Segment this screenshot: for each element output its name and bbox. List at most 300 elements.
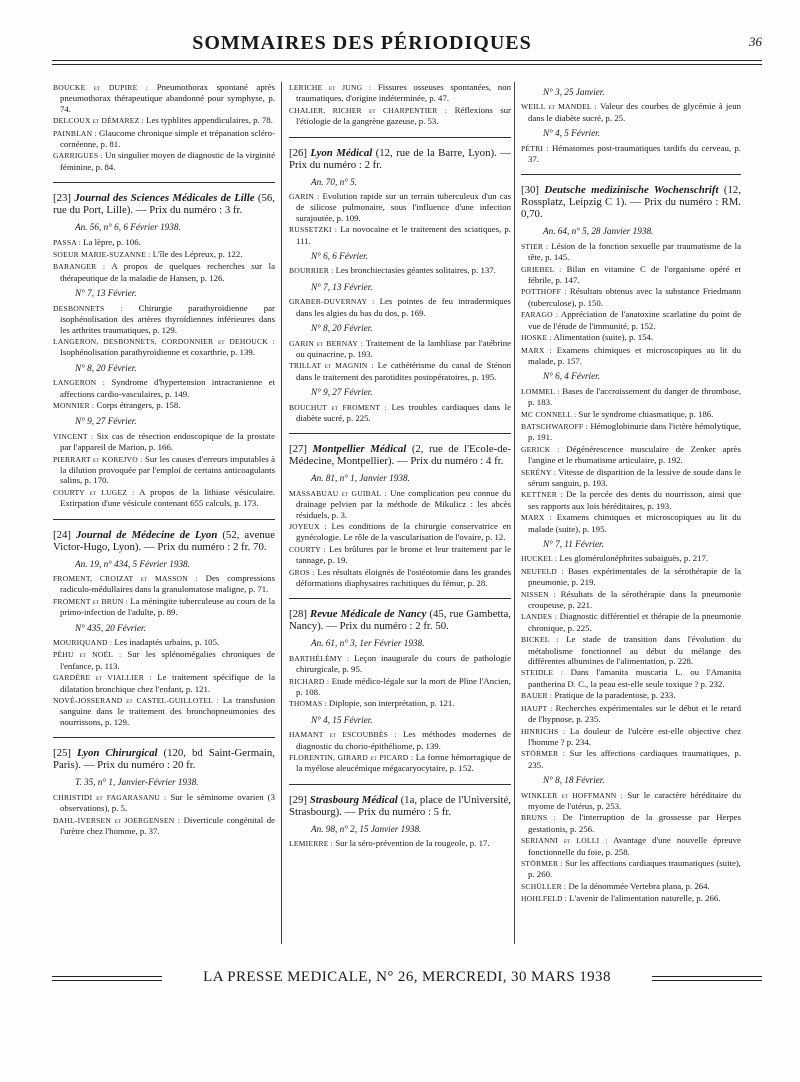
journal-name: Journal de Médecine de Lyon: [76, 528, 218, 541]
issue-label: An. 61, n° 3, 1er Février 1938.: [311, 638, 425, 649]
article-authors: BICKEL :: [521, 635, 559, 645]
article-entry: [53, 792, 275, 814]
article-authors: BRUNS :: [521, 813, 556, 823]
article-authors: GARIN :: [289, 192, 320, 202]
footer-text: LA PRESSE MEDICALE, N° 26, MERCREDI, 30 MARS 1938: [203, 969, 611, 985]
article-entry: [521, 634, 741, 666]
article-title: Les conditions de la chirurgie conservatrice en gynécologie. Le rôle de la vascularisation de l'ovaire, p. 12.: [296, 520, 512, 543]
article-title: La méningite tuberculeuse au cours de la primo-infection de l'adulte, p. 89.: [60, 595, 275, 618]
article-title: La douleur de l'ulcère est-elle objective chez l'homme ? p. 234.: [528, 725, 741, 747]
article-authors: MASSABUAU et GUIBAL :: [289, 488, 387, 498]
issue-label: N° 8, 18 Février.: [543, 775, 605, 786]
article-title: Les bronchiectasies géantes solitaires, p. 137.: [335, 265, 496, 276]
article-authors: DAHL-IVERSEN et JOERGENSEN :: [53, 815, 181, 825]
article-entry: [521, 332, 741, 343]
article-title: Le traitement spécifique de la dilatation bronchique chez l'enfant, p. 121.: [60, 672, 275, 694]
journal-name: Deutsche medizinische Wochenschrift: [544, 184, 719, 197]
article-title: Appréciation de l'anatoxine scarlatine du point de vue de l'étude de l'immunité, p. 152.: [528, 309, 741, 331]
issue-label: N° 6, 6 Février.: [311, 251, 369, 262]
footer-rule: [652, 980, 762, 981]
article-entry: [289, 653, 511, 675]
article-title: Traitement de la lambliase par l'atébrine ou quinacrine, p. 193.: [296, 337, 512, 359]
article-title: Leçon inaugurale du cours de pathologie chirurgicale, p. 95.: [296, 652, 512, 675]
article-title: Le stade de transition dans l'évolution du métabolisme fonctionnel au début du mélange des différentes albumines de l'alimentation, p. 228.: [528, 634, 741, 667]
article-title: Les résultats éloignés de l'ostéotomie dans les grandes déformations diaphysaires rachitiques du fémur, p. 28.: [296, 566, 511, 588]
article-entry: [289, 105, 511, 127]
article-authors: STÖRMER :: [521, 749, 566, 759]
article-authors: PÉTRI :: [521, 143, 549, 153]
article-title: Un singulier moyen de diagnostic de la virginité féminine, p. 84.: [60, 150, 275, 172]
article-entry: [53, 249, 275, 260]
article-entry: [53, 637, 275, 648]
article-title: Les brûlures par le brome et leur traitement par le tannage, p. 19.: [296, 543, 512, 566]
article-authors: LANGERON :: [53, 378, 106, 388]
article-title: La transfusion sanguine dans le traitement des bronchopneumonies des nourrissons, p. 129.: [60, 695, 276, 727]
entry-list: [289, 82, 511, 127]
issue-label: T. 35, n° 1, Janvier-Février 1938.: [75, 777, 199, 788]
issue-label: N° 9, 27 Février.: [75, 416, 137, 427]
article-title: Isophénolisation parathyroïdienne et coxarthrie, p. 139.: [60, 347, 255, 358]
article-authors: NISSEN :: [521, 589, 556, 599]
article-authors: LERICHE et JUNG :: [289, 83, 372, 92]
journal-heading: [289, 794, 511, 818]
article-entry: [53, 115, 275, 126]
article-title: Chirurgie parathyroïdienne par isophénolisation des artères thyroïdiennes inférieures dans les arthrites traumatiques, p. 129.: [60, 302, 275, 335]
article-title: Examens chimiques et microscopiques au lit du malade (suite), p. 195.: [528, 512, 742, 534]
article-entry: [521, 589, 741, 611]
article-entry: [53, 261, 275, 283]
separator: [53, 519, 275, 520]
article-entry: [521, 858, 741, 880]
article-title: Sur les splénomégalies chroniques de l'enfance, p. 113.: [60, 649, 275, 671]
article-title: Dégénérescence musculaire de Zenker après l'angine et le rhumatisme articulaire, p. 192.: [528, 443, 742, 466]
journal-section: [289, 443, 511, 588]
article-authors: FROMENT, CROIZAT et MASSON :: [53, 574, 198, 583]
journal-heading: [53, 529, 275, 553]
article-entry: [521, 421, 741, 443]
entry-list: [53, 82, 275, 172]
journal-heading: [289, 147, 511, 171]
article-entry: [521, 241, 741, 263]
article-entry: [521, 309, 741, 331]
issue-label: N° 8, 20 Février.: [311, 323, 373, 334]
article-title: Pneumothorax spontané après pneumothorax thérapeutique abandonné pour symphyse, p. 74.: [60, 82, 275, 114]
article-entry: [521, 143, 741, 165]
issue-label: N° 6, 4 Février.: [543, 371, 601, 382]
issue-list: [521, 87, 741, 164]
article-authors: DELCOUX et DÉMAREZ :: [53, 116, 144, 126]
journal-number: [28]: [289, 608, 307, 621]
journal-info: (2, rue de l'Ecole-de-Médecine, Montpellier). — Prix du numéro : 4 fr.: [289, 443, 512, 468]
article-authors: SOEUR MARIE-SUZANNE :: [53, 250, 151, 260]
journal-section: [53, 529, 275, 728]
article-authors: MOURIQUAND :: [53, 638, 113, 648]
article-title: Sur les causes d'erreurs imputables à la dilution provoquée par l'emploi de certains anticoagulants salins, p. 170.: [60, 453, 275, 486]
article-authors: GROS :: [289, 567, 315, 577]
article-title: Dans l'amanita muscaria L. ou l'Amanita pantherina D. C., la peau est-elle seule toxique ? p. 232.: [528, 667, 741, 689]
article-authors: HINRICHS :: [521, 726, 566, 736]
article-entry: [521, 264, 741, 286]
journal-info: (45, rue Gambetta, Nancy). — Prix du numéro : 2 fr. 50.: [289, 608, 511, 633]
article-entry: [53, 400, 275, 411]
issue-label: N° 4, 5 Février.: [543, 128, 601, 139]
article-entry: [521, 893, 741, 904]
article-entry: [53, 454, 275, 486]
article-entry: [521, 835, 741, 857]
article-title: Sur la séro-prévention de la rougeole, p. 17.: [335, 838, 490, 849]
journal-section: [53, 192, 275, 508]
journal-section: [289, 794, 511, 850]
article-title: Diverticule congénital de l'urètre chez l'homme, p. 37.: [60, 814, 275, 836]
article-entry: [521, 667, 741, 689]
journal-number: [24]: [53, 528, 71, 541]
article-entry: [521, 409, 741, 420]
article-authors: CHALIER, RICHER et CHARPENTIER :: [289, 105, 448, 115]
column-divider: [281, 82, 282, 944]
footer-rule: [652, 976, 762, 977]
article-authors: HAMANT et ESCOUBBÈS :: [289, 730, 397, 740]
journal-heading: [521, 184, 741, 220]
article-entry: [521, 690, 741, 701]
issue-label: N° 7, 11 Février.: [543, 539, 604, 549]
journal-info: (1a, place de l'Université, Strasbourg). — Prix du numéro : 5 fr.: [289, 793, 512, 818]
journal-section: [521, 184, 741, 904]
article-entry: [521, 444, 741, 466]
article-title: Lésion de la fonction sexuelle par traumatisme de la tête, p. 145.: [528, 240, 741, 263]
separator: [521, 174, 741, 175]
issue-label: An. 19, n° 434, 5 Février 1938.: [75, 558, 190, 569]
article-title: Avantage d'une nouvelle épreuve fonctionnelle du foie, p. 258.: [528, 835, 741, 857]
article-authors: SERÉNY :: [521, 467, 557, 477]
article-authors: KETTNER :: [521, 490, 563, 500]
journal-number: [25]: [53, 747, 71, 760]
article-title: Les inadaptés urbains, p. 105.: [114, 637, 220, 648]
article-entry: [521, 790, 741, 812]
separator: [289, 598, 511, 599]
article-entry: [521, 726, 741, 748]
article-title: Six cas de résection endoscopique de la prostate par l'appareil de Marion, p. 166.: [60, 430, 275, 453]
article-authors: FROMENT et BRUN :: [53, 596, 128, 606]
article-title: Les méthodes modernes de diagnostic du chorio-épithéliome, p. 139.: [296, 729, 511, 751]
issue-label: N° 7, 13 Février.: [75, 288, 137, 299]
article-entry: [53, 487, 275, 509]
article-entry: [521, 611, 741, 633]
article-authors: LANGERON, DESBONNETS, CORDONNIER et DEHOUCK :: [53, 336, 275, 346]
article-entry: [289, 729, 511, 751]
article-title: L'île des Lépreux, p. 122.: [152, 249, 243, 260]
article-title: Vitesse de disparition de la lessive de soude dans le sérum sanguin, p. 193.: [528, 466, 741, 488]
issue-label: N° 3, 25 Janvier.: [543, 87, 605, 97]
article-authors: COURTY et LUGEZ :: [53, 487, 135, 497]
article-entry: [521, 286, 741, 308]
article-title: Glaucome chronique simple et trépanation scléro-cornéenne, p. 81.: [60, 127, 275, 150]
article-title: De l'interruption de la grossesse par Herpes gestationis, p. 256.: [528, 812, 741, 834]
article-entry: [521, 345, 741, 367]
article-authors: BOUCKE et DUPIRE :: [53, 83, 149, 92]
article-title: Les pointes de feu intradermiques dans les algies du bas du dos, p. 169.: [296, 296, 511, 318]
article-title: Résultats de la sérothérapie dans la pneumonie croupeuse, p. 221.: [528, 588, 741, 611]
footer-rule: [52, 976, 162, 977]
article-entry: [289, 752, 511, 774]
article-authors: HAUPT :: [521, 703, 553, 713]
article-entry: [289, 838, 511, 849]
article-entry: [289, 338, 511, 360]
article-title: Bases expérimentales de la sérothérapie de la pneumonie, p. 219.: [528, 565, 741, 588]
article-title: Etude médico-légale sur la mort de Pline l'Ancien, p. 108.: [296, 675, 512, 698]
article-title: La lèpre, p. 106.: [83, 236, 141, 247]
article-entry: [53, 377, 275, 399]
article-authors: GARDÈRE et VIALLIER :: [53, 673, 152, 683]
article-entry: [289, 82, 511, 104]
article-authors: JOYEUX :: [289, 521, 327, 531]
article-entry: [53, 695, 275, 727]
article-title: Pratique de la paradentose, p. 233.: [554, 690, 676, 701]
journal-info: (52, avenue Victor-Hugo, Lyon). — Prix du numéro : 2 fr. 70.: [53, 528, 275, 553]
issue-label: An. 56, n° 6, 6 Février 1938.: [75, 222, 181, 233]
article-title: L'avenir de l'alimentation naturelle, p. 266.: [569, 893, 721, 904]
article-authors: MARX :: [521, 345, 552, 355]
article-authors: GARRIGUES :: [53, 151, 103, 161]
article-entry: [521, 386, 741, 408]
article-entry: [53, 431, 275, 453]
article-authors: LEMIERRE :: [289, 839, 333, 849]
article-entry: [289, 191, 511, 223]
page-footer: [52, 969, 762, 989]
article-title: Hémoglobinurie dans l'ictère hémolytique, p. 191.: [528, 420, 741, 443]
article-title: Une complication peu connue du drainage pelvien par la méthode de Mikulicz : les abcès résiduels, p. 3.: [296, 487, 512, 520]
journal-section: [289, 147, 511, 424]
article-authors: BOUCHUT et FROMENT :: [289, 402, 387, 412]
article-authors: PASSA :: [53, 237, 81, 247]
article-entry: [521, 881, 741, 892]
separator: [289, 784, 511, 785]
article-entry: [53, 128, 275, 150]
journal-number: [30]: [521, 184, 539, 197]
header-rule: [52, 60, 762, 61]
article-entry: [289, 698, 511, 709]
article-title: Les troubles cardiaques dans le diabète sucré, p. 225.: [296, 401, 511, 423]
article-authors: PIERRART et KOREJVO :: [53, 454, 143, 464]
article-entry: [289, 488, 511, 520]
issue-label: N° 7, 13 Février.: [311, 281, 373, 292]
article-authors: BOURRIER :: [289, 266, 334, 276]
article-entry: [289, 360, 511, 382]
page-header: [52, 22, 762, 64]
article-authors: LANDES :: [521, 612, 558, 622]
article-authors: MARX :: [521, 513, 552, 523]
article-authors: HOSKE :: [521, 333, 552, 343]
article-entry: [53, 82, 275, 114]
article-authors: SCHÜLLER :: [521, 881, 567, 891]
article-title: Fissures osseuses spontanées, non traumatiques, d'origine indéterminée, p. 47.: [296, 82, 511, 104]
article-authors: VINCENT :: [53, 431, 94, 441]
article-title: Sur le séminome ovarien (3 observations), p. 5.: [60, 791, 276, 814]
article-title: Le cathétérisme du canal de Sténon dans le traitement des parotidites postopératoires, p. 195.: [296, 360, 511, 382]
journal-info: (120, bd Saint-Germain, Paris). — Prix du numéro : 20 fr.: [53, 747, 275, 772]
article-authors: RICHARD :: [289, 676, 330, 686]
article-title: Diplopie, son interprétation, p. 121.: [328, 698, 455, 709]
journal-section: [289, 608, 511, 773]
article-entry: [289, 224, 511, 246]
article-entry: [521, 489, 741, 511]
article-authors: BARANGER :: [53, 262, 106, 272]
issue-label: An. 98, n° 2, 15 Janvier 1938.: [311, 823, 422, 834]
article-entry: [289, 402, 511, 424]
article-title: Evolution rapide sur un terrain tuberculeux d'un cas de silicose pulmonaire, sous l'influence d'une infection surajoutée, p. 109.: [296, 191, 511, 223]
header-rule-thin: [52, 64, 762, 65]
article-title: Corps étrangers, p. 158.: [96, 399, 181, 410]
column-1: [53, 82, 275, 837]
article-authors: WINKLER et HOFFMANN :: [521, 790, 623, 800]
journal-name: Montpellier Médical: [312, 443, 407, 456]
article-title: De la percée des dents du nourrisson, ainsi que ses rapports aux lois héréditaires, p. 193.: [528, 489, 741, 511]
article-authors: HUCKEL :: [521, 554, 558, 564]
article-entry: [53, 672, 275, 694]
article-authors: MONNIER :: [53, 400, 95, 410]
article-entry: [53, 815, 275, 837]
article-title: A propos de quelques recherches sur la thérapeutique de la maladie de Hansen, p. 126.: [60, 261, 275, 283]
article-authors: BAUER :: [521, 691, 553, 701]
article-entry: [53, 649, 275, 671]
article-title: Alimentation (suite), p. 154.: [553, 332, 654, 343]
article-entry: [289, 521, 511, 543]
article-entry: [521, 101, 741, 123]
article-authors: COURTY :: [289, 544, 326, 554]
article-authors: NOVÉ-JOSSERAND et CASTEL-GUILLOTEL :: [53, 696, 219, 706]
journal-heading: [53, 747, 275, 771]
article-entry: [521, 703, 741, 725]
journal-number: [26]: [289, 146, 307, 159]
article-authors: HOHLFELD :: [521, 894, 568, 904]
article-title: La forme hémorragique de la myélose aleucémique mégacaryocytaire, p. 152.: [296, 752, 511, 774]
article-title: Examens chimiques et microscopiques au lit du malade, p. 157.: [528, 344, 742, 366]
article-authors: TRILLAT et MAGNIN :: [289, 361, 374, 371]
article-entry: [289, 544, 511, 566]
journal-name: Journal des Sciences Médicales de Lille: [74, 192, 255, 205]
article-authors: STEIDLE :: [521, 668, 563, 678]
issue-label: N° 9, 27 Février.: [311, 387, 373, 398]
article-authors: WEILL et MANDEL :: [521, 102, 597, 112]
journal-name: Lyon Médical: [310, 146, 373, 159]
separator: [53, 182, 275, 183]
article-authors: GARIN et BERNAY :: [289, 338, 363, 348]
article-entry: [521, 553, 741, 564]
separator: [53, 737, 275, 738]
article-authors: BARTHÉLÉMY :: [289, 653, 350, 663]
article-entry: [521, 467, 741, 489]
journal-number: [23]: [53, 192, 71, 205]
journal-info: (12, Rossplatz, Leipzig C 1). — Prix du numéro : RM. 0,70.: [521, 184, 742, 221]
article-title: Recherches expérimentales sur le début et le retard de l'hypnose, p. 235.: [528, 702, 741, 725]
article-entry: [289, 296, 511, 318]
article-title: Diagnostic différentiel et thérapie de la pneumonie chronique, p. 225.: [528, 611, 742, 633]
article-authors: GRIEBEL :: [521, 264, 562, 274]
article-authors: NEUFELD :: [521, 566, 564, 576]
article-title: Sur les affections cardiaques traumatiques (suite), p. 260.: [528, 857, 741, 880]
issue-label: An. 70, n° 5.: [311, 176, 358, 187]
article-title: De la dénommée Vertebra plana, p. 264.: [568, 880, 710, 891]
article-title: A propos de la lithiase vésiculaire. Extirpation d'une vésicule contenant 655 calculs, p. 173.: [60, 486, 276, 509]
article-entry: [53, 336, 275, 358]
article-entry: [521, 812, 741, 834]
article-title: Résultats obtenus avec la substance Friedmann (tuberculose), p. 150.: [528, 286, 741, 308]
journal-info: (56, rue du Port, Lille). — Prix du numéro : 3 fr.: [53, 192, 275, 217]
separator: [289, 433, 511, 434]
article-authors: GERICK :: [521, 444, 560, 454]
article-entry: [53, 237, 275, 248]
journal-number: [29]: [289, 793, 307, 806]
article-authors: RUSSETZKI :: [289, 225, 338, 235]
article-title: Des compressions radiculo-médullaires dans la granulomatose maligne, p. 71.: [60, 573, 276, 595]
article-title: Bilan en vitamine C de l'organisme opéré et fébrile, p. 147.: [528, 263, 741, 286]
article-authors: PAINBLAN :: [53, 128, 97, 138]
article-authors: PÉHU et NOËL :: [53, 650, 122, 660]
journal-name: Lyon Chirurgical: [76, 747, 158, 760]
article-entry: [521, 566, 741, 588]
article-title: Syndrome d'hypertension intracranienne et affections cardio-vasculaires, p. 149.: [60, 377, 275, 399]
article-title: Hématomes post-traumatiques tardifs du cerveau, p. 37.: [528, 142, 741, 165]
article-authors: BATSCHWAROFF :: [521, 421, 588, 431]
article-entry: [53, 596, 275, 618]
journal-section: [53, 747, 275, 836]
journal-heading: [53, 192, 275, 216]
article-entry: [53, 303, 275, 335]
article-entry: [521, 512, 741, 534]
issue-label: N° 435, 20 Février.: [75, 622, 146, 633]
separator: [289, 137, 511, 138]
article-authors: STIER :: [521, 241, 549, 251]
article-authors: DESBONNETS :: [53, 303, 123, 313]
article-authors: SERIANNI et LOLLI :: [521, 836, 608, 846]
article-authors: CHRISTIDI et FAGARASANU :: [53, 792, 167, 802]
article-title: Sur le syndrome chiasmatique, p. 186.: [578, 408, 714, 419]
journal-info: (12, rue de la Barre, Lyon). — Prix du numéro : 2 fr.: [289, 146, 511, 171]
column-divider: [514, 82, 515, 944]
page-number: 36: [749, 34, 762, 49]
article-title: Sur les affections cardiaques traumatiques, p. 235.: [528, 748, 741, 770]
article-title: Valeur des courbes de glycémie à jeun dans le diabète sucré, p. 25.: [528, 101, 742, 123]
article-title: Sur le caractère héréditaire du myome de l'utérus, p. 253.: [528, 789, 742, 811]
journal-number: [27]: [289, 443, 307, 456]
article-entry: [53, 573, 275, 595]
journal-name: Strasbourg Médical: [309, 793, 398, 806]
article-authors: GRABER-DUVERNAY :: [289, 297, 375, 307]
article-entry: [521, 748, 741, 770]
article-entry: [289, 265, 511, 276]
journal-heading: [289, 608, 511, 632]
article-title: La novocaïne et le traitement des sciatiques, p. 111.: [296, 224, 511, 246]
article-authors: FARAGO :: [521, 310, 559, 320]
issue-label: N° 4, 15 Février.: [311, 714, 373, 725]
column-2: [289, 82, 511, 851]
issue-label: N° 8, 20 Février.: [75, 362, 137, 373]
article-title: Les typhlites appendiculaires, p. 78.: [146, 115, 273, 126]
article-title: Réflexions sur l'étiologie de la gangrène gazeuse, p. 53.: [296, 104, 511, 127]
article-authors: THOMAS :: [289, 699, 327, 709]
issue-label: An. 81, n° 1, Janvier 1938.: [311, 473, 410, 484]
article-authors: MC CONNELL :: [521, 409, 577, 419]
footer-rule: [52, 980, 162, 981]
article-authors: LOMMEL :: [521, 386, 560, 396]
issue-label: An. 64, n° 5, 28 Janvier 1938.: [543, 226, 654, 237]
article-title: Les glomérulonéphrites subaiguës, p. 217.: [559, 553, 709, 564]
article-entry: [289, 676, 511, 698]
article-authors: FLORENTIN, GIRARD et PICARD :: [289, 753, 414, 763]
article-entry: [53, 150, 275, 172]
article-entry: [289, 567, 511, 589]
journal-heading: [289, 443, 511, 467]
page-title: SOMMAIRES DES PÉRIODIQUES: [192, 32, 532, 54]
